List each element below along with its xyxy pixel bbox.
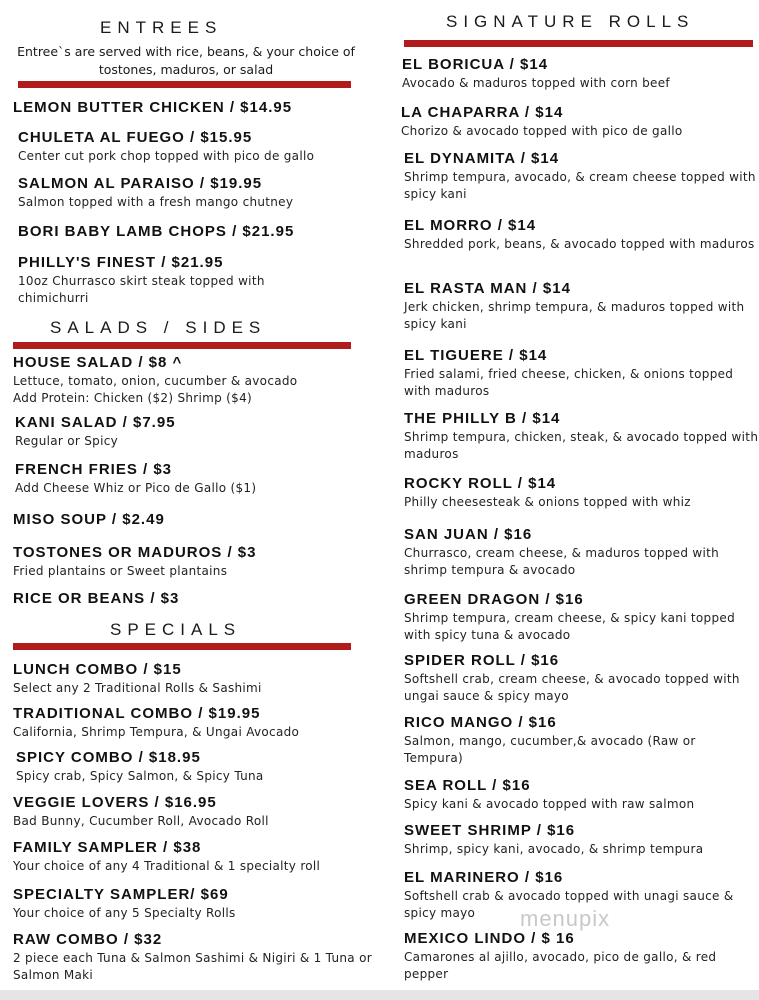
item-name: ROCKY ROLL / $14: [404, 475, 557, 492]
menu-item: [18, 128, 388, 165]
salads-title: SALADS / SIDES: [50, 318, 267, 337]
item-desc: Chorizo & avocado topped with pico de gallo: [401, 124, 683, 138]
item-name: TOSTONES OR MADUROS / $3: [13, 544, 257, 561]
menu-item: [13, 660, 383, 697]
item-desc: Spicy crab, Spicy Salmon, & Spicy Tuna: [16, 769, 264, 783]
item-desc: Shrimp tempura, chicken, steak, & avocado topped with maduros: [404, 430, 759, 461]
menu-item: [404, 216, 759, 253]
item-name: GREEN DRAGON / $16: [404, 591, 584, 608]
menu-item: [404, 474, 759, 511]
item-name: PHILLY'S FINEST / $21.95: [18, 254, 224, 271]
entrees-intro: Entree`s are served with rice, beans, & your choice of tostones, maduros, or salad: [17, 44, 355, 77]
menu-item: [13, 543, 383, 580]
item-name: RAW COMBO / $32: [13, 931, 163, 948]
menu-item: [13, 885, 383, 922]
item-desc: Fried plantains or Sweet plantains: [13, 564, 228, 578]
menu-item: [18, 222, 388, 242]
item-name: SEA ROLL / $16: [404, 777, 531, 794]
item-desc: Spicy kani & avocado topped with raw salmon: [404, 797, 695, 811]
item-desc: Churrasco, cream cheese, & maduros topped with shrimp tempura & avocado: [404, 546, 720, 577]
item-name: HOUSE SALAD / $8 ^: [13, 354, 183, 371]
item-name: SPICY COMBO / $18.95: [16, 749, 201, 766]
item-desc: Bad Bunny, Cucumber Roll, Avocado Roll: [13, 814, 269, 828]
menu-item: [15, 460, 385, 497]
specials-divider: [13, 643, 351, 650]
specials-title: SPECIALS: [110, 620, 242, 639]
menu-item: [13, 589, 383, 609]
item-name: EL DYNAMITA / $14: [404, 150, 560, 167]
menu-item: [404, 929, 759, 983]
menu-item: [18, 174, 388, 211]
item-desc: Regular or Spicy: [15, 434, 118, 448]
menu-item: [13, 793, 383, 830]
item-desc: Shrimp tempura, cream cheese, & spicy kani topped with spicy tuna & avocado: [404, 611, 735, 642]
item-desc: Salmon topped with a fresh mango chutney: [18, 195, 294, 209]
menu-item: [13, 510, 383, 530]
item-name: VEGGIE LOVERS / $16.95: [13, 794, 217, 811]
item-name: CHULETA AL FUEGO / $15.95: [18, 129, 253, 146]
item-desc-extra: Add Protein: Chicken ($2) Shrimp ($4): [13, 391, 252, 405]
item-desc: Your choice of any 5 Specialty Rolls: [13, 906, 236, 920]
salads-divider: [13, 342, 351, 349]
item-name: KANI SALAD / $7.95: [15, 414, 176, 431]
item-name: THE PHILLY B / $14: [404, 410, 561, 427]
item-name: SPECIALTY SAMPLER/ $69: [13, 886, 229, 903]
item-name: EL RASTA MAN / $14: [404, 280, 571, 297]
item-name: EL MARINERO / $16: [404, 869, 564, 886]
item-desc: Camarones al ajillo, avocado, pico de gallo, & red pepper: [404, 950, 717, 981]
item-desc: Jerk chicken, shrimp tempura, & maduros topped with spicy kani: [404, 300, 745, 331]
item-name: MEXICO LINDO / $ 16: [404, 930, 575, 947]
menu-item: [404, 346, 759, 400]
entrees-title: ENTREES: [100, 18, 223, 37]
item-desc: 10oz Churrasco skirt steak topped with chimichurri: [18, 274, 265, 305]
item-desc: Avocado & maduros topped with corn beef: [402, 76, 670, 90]
item-name: SALMON AL PARAISO / $19.95: [18, 175, 263, 192]
menu-item: [13, 704, 383, 741]
item-desc: 2 piece each Tuna & Salmon Sashimi & Nigiri & 1 Tuna or Salmon Maki: [13, 951, 372, 982]
menu-item: [404, 149, 759, 203]
menu-item: [13, 838, 383, 875]
item-name: FAMILY SAMPLER / $38: [13, 839, 202, 856]
item-name: SWEET SHRIMP / $16: [404, 822, 576, 839]
menu-item: [404, 713, 759, 767]
item-desc: Shrimp, spicy kani, avocado, & shrimp tempura: [404, 842, 704, 856]
item-name: FRENCH FRIES / $3: [15, 461, 173, 478]
item-desc: Lettuce, tomato, onion, cucumber & avocado: [13, 374, 298, 388]
menu-item: [404, 279, 759, 333]
menu-item: [13, 353, 383, 407]
menu-item: [401, 103, 756, 140]
menu-item: [18, 253, 338, 307]
menu-item: [402, 55, 757, 92]
menu-item: [16, 748, 386, 785]
item-desc: Shrimp tempura, avocado, & cream cheese topped with spicy kani: [404, 170, 756, 201]
menu-item: [404, 776, 759, 813]
menu-item: [13, 98, 383, 118]
menu-item: [13, 930, 373, 984]
item-name: SAN JUAN / $16: [404, 526, 533, 543]
item-desc: Shredded pork, beans, & avocado topped with maduros: [404, 237, 755, 251]
item-desc: Softshell crab, cream cheese, & avocado topped with ungai sauce & spicy mayo: [404, 672, 740, 703]
item-desc: Fried salami, fried cheese, chicken, & onions topped with maduros: [404, 367, 734, 398]
item-name: MISO SOUP / $2.49: [13, 511, 165, 528]
menu-item: [404, 525, 759, 579]
item-name: EL BORICUA / $14: [402, 56, 549, 73]
footer-strip: [0, 990, 759, 1000]
item-name: LEMON BUTTER CHICKEN / $14.95: [13, 99, 293, 116]
signature-divider: [404, 40, 753, 47]
item-desc: Your choice of any 4 Traditional & 1 specialty roll: [13, 859, 321, 873]
menu-item: [404, 590, 759, 644]
watermark: menupix: [520, 906, 611, 931]
item-name: SPIDER ROLL / $16: [404, 652, 560, 669]
item-name: EL TIGUERE / $14: [404, 347, 548, 364]
menu-item: [404, 409, 759, 463]
item-desc: Center cut pork chop topped with pico de gallo: [18, 149, 315, 163]
item-name: LUNCH COMBO / $15: [13, 661, 182, 678]
entrees-divider: [18, 81, 351, 88]
item-name: BORI BABY LAMB CHOPS / $21.95: [18, 223, 295, 240]
signature-title: SIGNATURE ROLLS: [446, 12, 695, 31]
item-desc: California, Shrimp Tempura, & Ungai Avocado: [13, 725, 300, 739]
item-name: EL MORRO / $14: [404, 217, 537, 234]
item-name: RICO MANGO / $16: [404, 714, 557, 731]
item-desc: Salmon, mango, cucumber,& avocado (Raw or Tempura): [404, 734, 696, 765]
item-name: TRADITIONAL COMBO / $19.95: [13, 705, 261, 722]
item-name: LA CHAPARRA / $14: [401, 104, 564, 121]
item-desc: Softshell crab & avocado topped with unagi sauce & spicy mayo: [404, 889, 734, 920]
menu-item: [15, 413, 385, 450]
item-name: RICE OR BEANS / $3: [13, 590, 180, 607]
item-desc: Philly cheesesteak & onions topped with whiz: [404, 495, 691, 509]
menu-item: [404, 651, 759, 705]
menu-item: [404, 821, 759, 858]
item-desc: Select any 2 Traditional Rolls & Sashimi: [13, 681, 262, 695]
item-desc: Add Cheese Whiz or Pico de Gallo ($1): [15, 481, 257, 495]
